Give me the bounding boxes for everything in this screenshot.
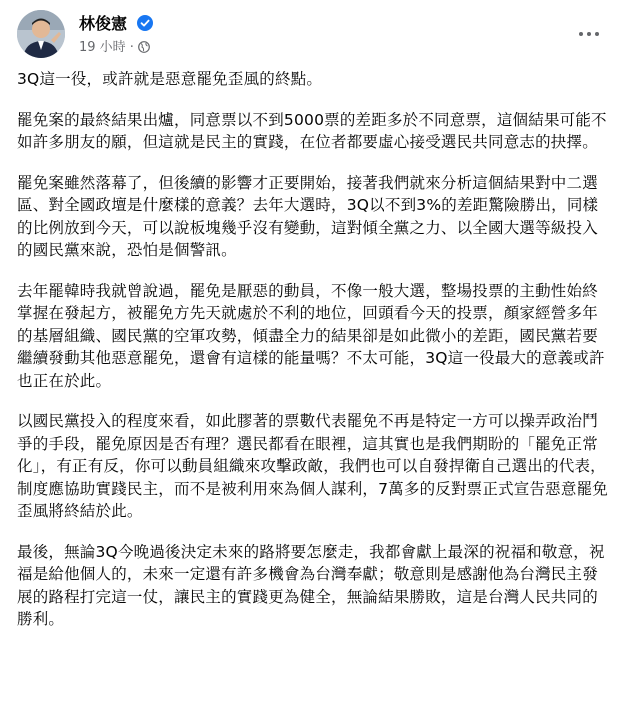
post-meta	[79, 40, 150, 58]
post-paragraph: 以國民黨投入的程度來看，如此膠著的票數代表罷免不再是特定一方可以操弄政治鬥爭的手段，罷免原因是否有理？選民都看在眼裡，這其實也是我們期盼的「罷免正常化」，有正有反，你可以動員組織來攻擊政敵，我們也可以自發捍衛自己選出的代表，制度應協助實踐民主，而不是被利用來為個人謀利，7萬多的反對票正式宣告惡意罷免歪風將終結於此。	[17, 412, 608, 520]
author-name-text[interactable]: 林俊憲	[79, 14, 128, 33]
post-paragraph: 罷免案的最終結果出爐，同意票以不到5000票的差距多於不同意票，這個結果可能不如許多朋友的願，但這就是民主的實踐，在位者都要虛心接受選民共同意志的抉擇。	[17, 110, 607, 151]
author-name[interactable]	[79, 14, 153, 36]
more-options-icon	[579, 32, 583, 36]
post-paragraph: 最後，無論3Q今晚過後決定未來的路將要怎麼走，我都會獻上最深的祝福和敬意，祝福是給他個人的，未來一定還有許多機會為台灣奉獻；敬意則是感謝他為台灣民主發展的路程打完這一仗，讓民主的實踐更為健全，無論結果勝敗，這是台灣人民共同的勝利。	[17, 542, 605, 628]
post-paragraph: 3Q這一役，或許就是惡意罷免歪風的終點。	[17, 70, 323, 88]
verified-badge-icon	[137, 15, 153, 36]
post-paragraph: 罷免案雖然落幕了，但後續的影響才正要開始，接著我們就來分析這個結果對中二選區、對全國政壇是什麼樣的意義？去年大選時，3Q以不到3%的差距驚險勝出，同樣的比例放到今天，可以說板塊幾乎沒有變動，這對傾全黨之力、以全國大選等級投入的國民黨來說，恐怕是個警訊。	[17, 173, 599, 259]
post-body	[17, 68, 609, 649]
meta-separator: ·	[129, 40, 134, 55]
post-timestamp[interactable]: 19 小時	[79, 40, 126, 55]
more-options-icon-dot	[587, 32, 591, 36]
more-options-icon-dot	[595, 32, 599, 36]
more-options-button[interactable]	[571, 16, 607, 52]
post-paragraph: 去年罷韓時我就曾說過，罷免是厭惡的動員，不像一般大選，整場投票的主動性始終掌握在發起方，被罷免方先天就處於不利的地位，回頭看今天的投票，顏家經營多年的基層組織、國民黨的空軍攻勢，傾盡全力的結果卻是如此微小的差距，國民黨若要繼續發動其他惡意罷免，還會有這樣的能量嗎？不太可能，3Q這一役最大的意義或許也正在於此。	[17, 281, 605, 390]
public-globe-icon[interactable]	[138, 41, 150, 58]
post-header	[17, 10, 607, 62]
avatar[interactable]	[17, 10, 65, 58]
